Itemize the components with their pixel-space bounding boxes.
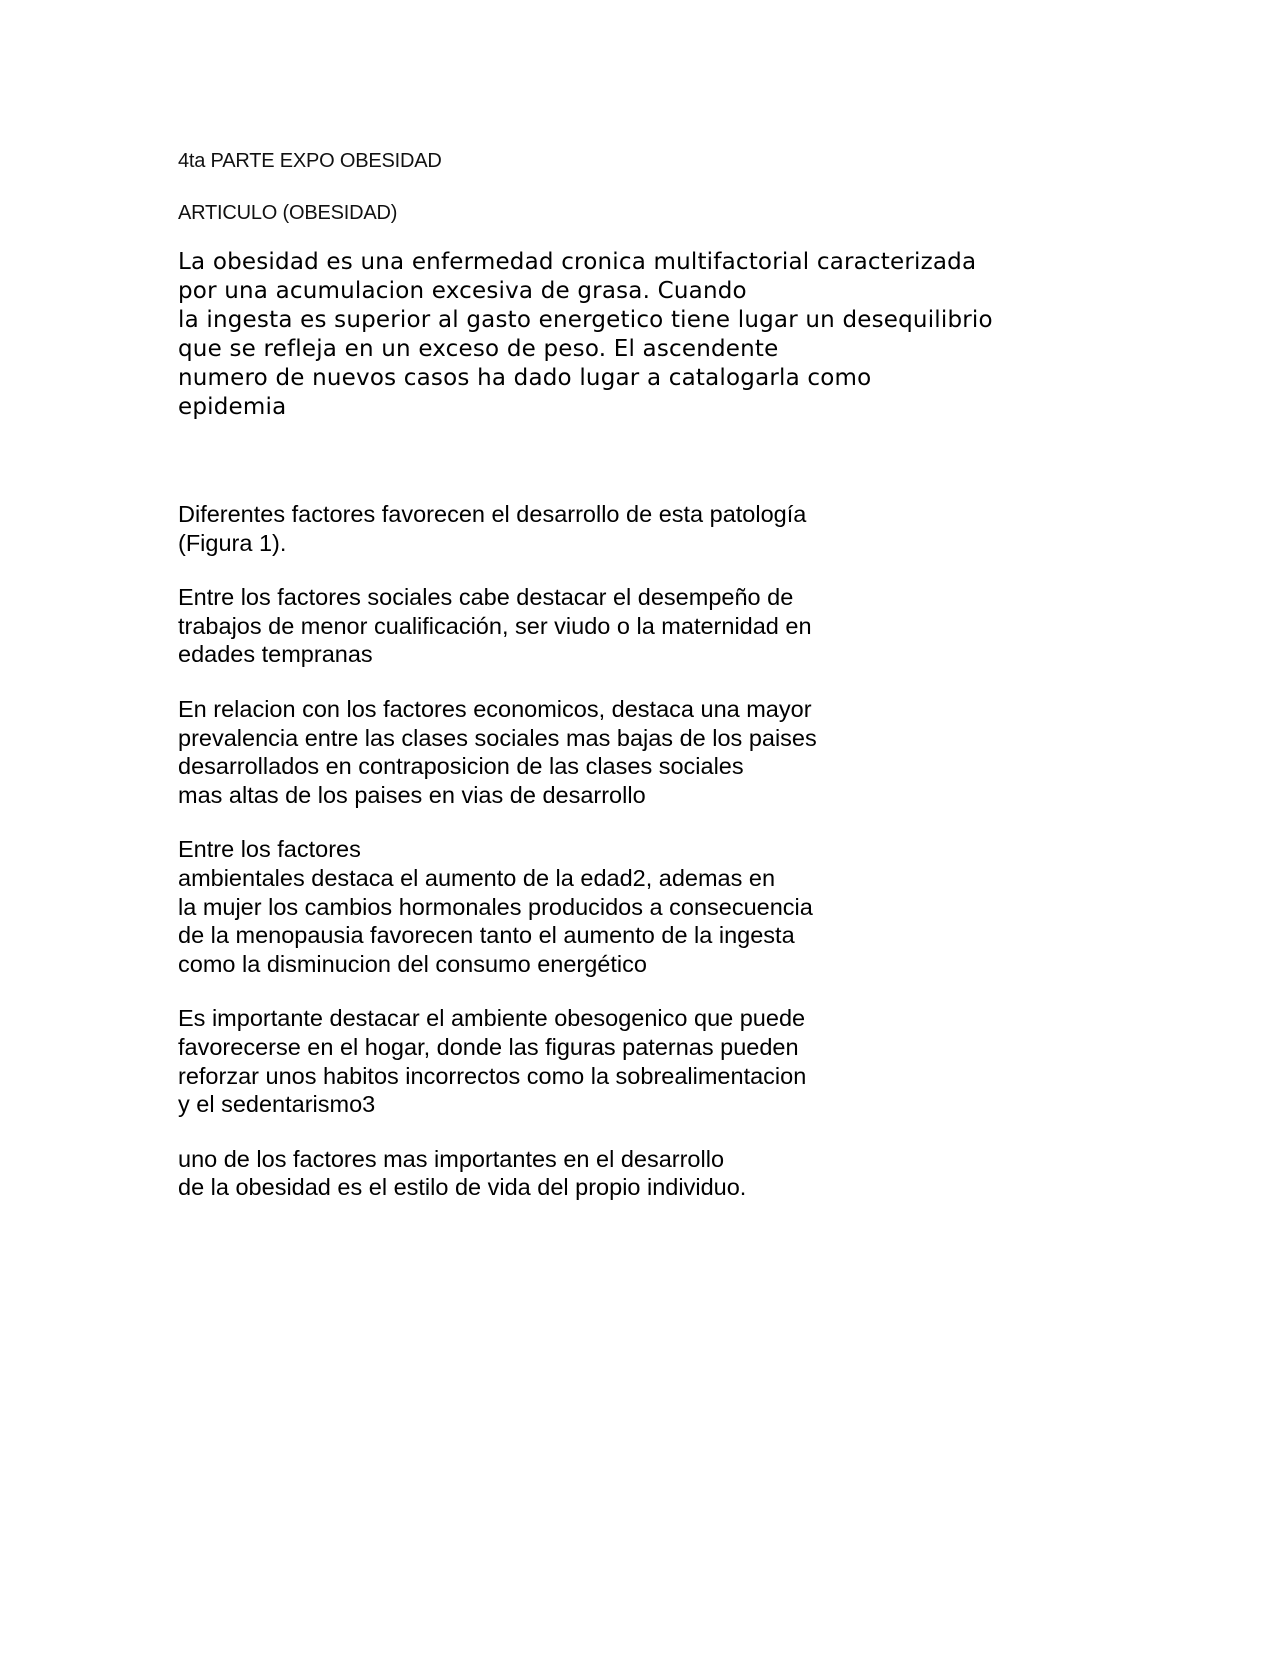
paragraph-line: uno de los factores mas importantes en el desarrollo: [178, 1145, 725, 1172]
intro-line: por una acumulacion excesiva de grasa. Cuando: [178, 278, 747, 304]
paragraph-line: En relacion con los factores economicos, destaca una mayor: [178, 695, 812, 722]
paragraph-economic-factors: [178, 695, 1078, 809]
paragraph-factors-intro: [178, 500, 1078, 557]
paragraph-line: edades tempranas: [178, 641, 373, 668]
paragraph-line: favorecerse en el hogar, donde las figuras paternas pueden: [178, 1033, 799, 1060]
intro-line: numero de nuevos casos ha dado lugar a catalogarla como: [178, 365, 872, 391]
paragraph-line: de la menopausia favorecen tanto el aumento de la ingesta: [178, 922, 795, 949]
paragraph-environmental-factors: [178, 835, 1078, 978]
paragraph-line: mas altas de los paises en vias de desarrollo: [178, 781, 646, 808]
paragraph-line: Entre los factores sociales cabe destacar el desempeño de: [178, 584, 794, 611]
intro-line: epidemia: [178, 394, 287, 420]
document-heading-part: 4ta PARTE EXPO OBESIDAD: [178, 150, 442, 172]
document-heading-article: ARTICULO (OBESIDAD): [178, 202, 398, 224]
paragraph-line: Entre los factores: [178, 836, 361, 863]
paragraph-social-factors: [178, 583, 1078, 669]
paragraph-line: Es importante destacar el ambiente obesogenico que puede: [178, 1005, 806, 1032]
paragraph-line: desarrollados en contraposicion de las clases sociales: [178, 753, 744, 780]
paragraph-line: de la obesidad es el estilo de vida del propio individuo.: [178, 1174, 747, 1201]
document-body: [178, 148, 1078, 1202]
paragraph-lifestyle: [178, 1145, 1078, 1202]
paragraph-line: y el sedentarismo3: [178, 1091, 376, 1118]
paragraph-line: (Figura 1).: [178, 529, 287, 556]
paragraph-line: reforzar unos habitos incorrectos como la sobrealimentacion: [178, 1062, 807, 1089]
paragraph-line: prevalencia entre las clases sociales mas bajas de los paises: [178, 724, 817, 751]
paragraph-line: Diferentes factores favorecen el desarrollo de esta patología: [178, 501, 807, 527]
intro-line: la ingesta es superior al gasto energetico tiene lugar un desequilibrio: [178, 307, 993, 333]
paragraph-obesogenic-environment: [178, 1004, 1078, 1118]
paragraph-line: como la disminucion del consumo energético: [178, 950, 647, 977]
intro-line: La obesidad es una enfermedad cronica multifactorial caracterizada: [178, 249, 977, 275]
intro-line: que se refleja en un exceso de peso. El ascendente: [178, 336, 779, 362]
intro-paragraph: [178, 248, 1078, 422]
paragraph-line: trabajos de menor cualificación, ser viudo o la maternidad en: [178, 612, 812, 639]
paragraph-line: ambientales destaca el aumento de la edad2, ademas en: [178, 864, 776, 891]
paragraph-line: la mujer los cambios hormonales producidos a consecuencia: [178, 893, 813, 920]
